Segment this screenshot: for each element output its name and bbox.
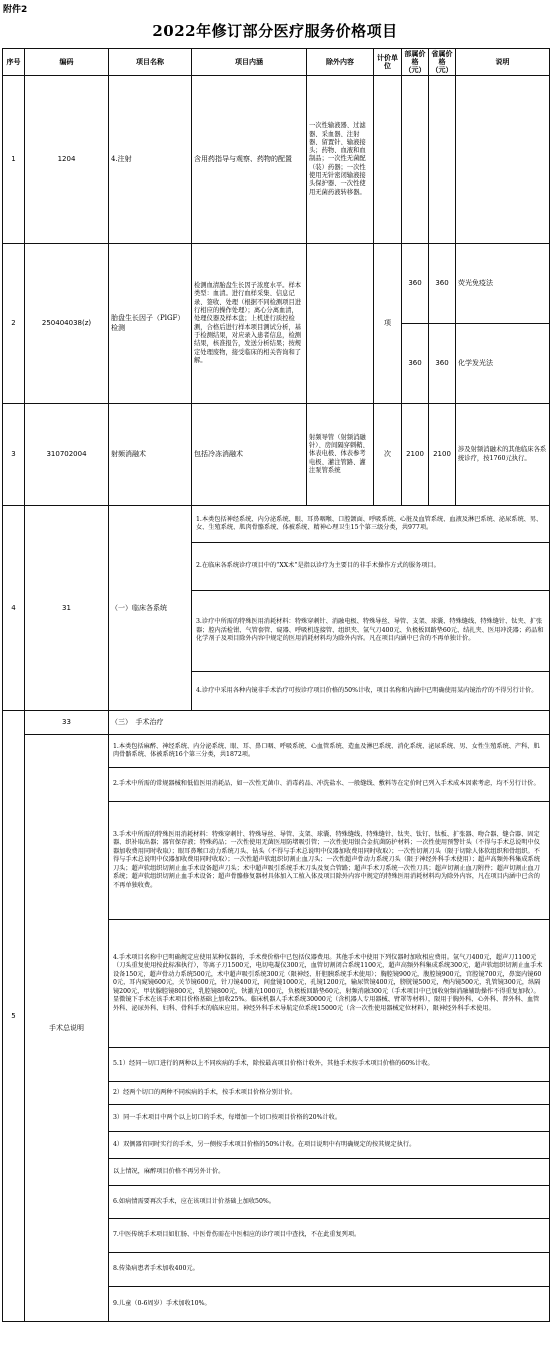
row3-seq: 3	[3, 404, 25, 506]
row1-seq: 1	[3, 76, 25, 244]
table-row	[3, 404, 550, 506]
document-title: 2022年修订部分医疗服务价格项目	[152, 22, 398, 40]
row1-prov	[429, 76, 456, 244]
row1-code: 1204	[25, 76, 109, 244]
row1-name: 4.注射	[109, 76, 192, 244]
header-seq: 序号	[3, 49, 25, 76]
row4-note-1: 1.本类包括神经系统、内分泌系统、眼、耳鼻咽喉、口腔颌面、呼吸系统、心脏及血管系统、血液及淋巴系统、泌尿系统、男、女、生殖系统、肌肉骨骼系统、体被系统、精神心理卫生15个第三级分类，共977项。	[192, 506, 550, 543]
row5-seq: 5	[3, 711, 25, 1322]
row4-note-2: 2.在临床各系统诊疗项目中的“XX术”是指以诊疗为主要目的非手术操作方式的服务项目。	[192, 543, 550, 591]
row5-name: 手术总说明	[25, 735, 109, 1322]
row1-remark	[456, 76, 550, 244]
header-code: 编码	[25, 49, 109, 76]
row5-note-5-2: 2）经两个切口的两种不同疾病的手术，按手术项目价格分别计价。	[109, 1082, 550, 1105]
row5-note-8: 8.传染病患者手术加收400元。	[109, 1253, 550, 1287]
header-unit: 计价单位	[374, 49, 402, 76]
row2a-dept: 360	[402, 244, 429, 324]
row2a-remark: 荧光免疫法	[456, 244, 550, 324]
row5-code: 33	[25, 711, 109, 735]
price-table	[2, 48, 550, 1322]
row2b-remark: 化学发光法	[456, 324, 550, 404]
row2-name: 胎盘生长因子（PlGF）检测	[109, 244, 192, 404]
row5-note-3: 3.手术中所需的特殊医用消耗材料：特殊穿刺针、特殊导丝、导管、支架、球囊、特殊缝线、特殊缝针、钛夹、钛钉、钛板、扩张器、吻合器、缝合器、固定器、织补取出器；器官保存液；特殊药品；一次性使用无菌医用防堵吸引管；一次性使用银合金抗菌防护材料；一次性使用预警针头（不得与手术总说明中仪器加收费用同时收取）；眼耳鼻喉口动力系统刀头、钻头（不得与手术总说明中仪器加收费用同时收取）；一次性切割刀头（限于切除人体软组织和骨组织。不得与手术总说明中仪器加收费用同时收取）；一次性超声软组织切割止血刀头；一次性超声骨动力系统刀头（限于神经外科手术使用）；超声高频外科集成系统刀头；超声软组织切割止血手术设备超声刀头；术中超声吸引系统手术刀头及复合管路；超声手术刀系统一次性刀具；超声切割止血刀附件；超声切割止血刀系统；超声软组织切割止血手术设备；超声骨骼修复器材具体加入工植入体及项目除外内容中规定的特殊医用消耗材料均为除外内容，凡在项目内涵中已含的不再单独收费。	[109, 802, 550, 920]
table-row	[3, 506, 550, 543]
header-remark: 说明	[456, 49, 550, 76]
row2a-prov: 360	[429, 244, 456, 324]
row1-content: 含用药指导与观察、药物的配置	[192, 76, 307, 244]
row2-except	[307, 244, 374, 404]
row3-prov: 2100	[429, 404, 456, 506]
header-content: 项目内涵	[192, 49, 307, 76]
table-row	[3, 76, 550, 244]
row5-note-5-4: 4）双侧器官同时实行的手术，另一侧按手术项目价格的50%计收。在项目说明中有明确规定的按其规定执行。	[109, 1132, 550, 1159]
row3-except: 射频导管（射频消融针）、房间隔穿刺鞘、体表电极、体表参考电极、灌注管路、灌注泵管系统	[307, 404, 374, 506]
row1-dept	[402, 76, 429, 244]
row2b-dept: 360	[402, 324, 429, 404]
attachment-label: 附件2	[3, 5, 28, 15]
row4-code: 31	[25, 506, 109, 711]
row1-unit	[374, 76, 402, 244]
row5-note-4: 4.手术项目名称中已明确规定应使用某种仪器的，手术费价格中已包括仪器费用。其他手术中使用下列仪器时加收相应费用。氩气刀400元，超声刀1100元（刀头重复使用按此标准执行），等离子刀1500元，电切电凝仪300元，血管切割闭合系统1100元，超声高频外科集成系统300元，超声软组织切割止血手术设备150元，超声骨动力系统500元，术中超声吸引系统300元（限神经、肝胆胰系统手术使用）；胸腔镜900元，腹腔镜900元，宫腔镜700元，鼻窦内镜600元，耳内窥镜600元，关节镜600元，针刀镜400元，间盘镜1000元，孔镜1200元，输尿管镜400元，膀胱镜500元，颅内镜500元，乳管镜300元，纵隔镜200元，甲状腺腔镜800元，乳腔镜800元，钬激光1000元，负极板回路垫60元，射频消融300元（手术项目中已加收射频消融辅助操作不得重复加收）。显微镜下手术在该手术项目价格基础上加收25%。临床机器人手术系统30000元（含机器人专用器械、臂罩等材料），限用于胸外科、心外科、普外科、血管外科、泌尿外科、妇科、骨科手术的临床应用。神经外科手术导航定位系统15000元（含一次性使用器械定位材料），限神经外科手术使用。	[109, 920, 550, 1048]
row1-except: 一次性输液器、过滤器、采血器、注射器、留置针、输液接头；药物、血液和血制品；一次性无菌配（装）药器；一次性使用无针密闭输液接头保护器、一次性使用无菌药液转移器。	[307, 76, 374, 244]
row5-note-5-1: 5.1）经同一切口进行的两种以上不同疾病的手术，除按最高项目价格计收外，其他手术按手术项目价格的60%计收。	[109, 1048, 550, 1082]
table-row	[3, 711, 550, 735]
row4-note-3: 3.诊疗中所需的特殊医用消耗材料：特殊穿刺针、消融电极、特殊导丝、导管、支架、球囊、特殊缝线、特殊缝针、钛夹、扩张器；腔内活检钳、气管套管、窥器、呼吸机连接管、组织夹、氩气刀400元、负极板回路垫60元、结扎夹、医用冲洗器；药品和化学剂子及项目除外内容中规定的医用消耗材料均为除外内容。凡在项目内涵中已含的不再单独计价。	[192, 591, 550, 672]
table-row	[3, 735, 550, 768]
row4-name: （一）临床各系统	[109, 506, 192, 711]
row5-note-9: 9.儿童（0-6周岁）手术加收10%。	[109, 1287, 550, 1322]
row3-unit: 次	[374, 404, 402, 506]
row3-dept: 2100	[402, 404, 429, 506]
header-name: 项目名称	[109, 49, 192, 76]
table-row	[3, 244, 550, 324]
row5-note-7: 7.中医传统手术项目如肛肠、中医骨伤需在中医相应的诊疗项目中查找，不在此重复列项。	[109, 1219, 550, 1253]
row3-name: 射频消融术	[109, 404, 192, 506]
row5-note-6: 6.如病情需要再次手术，应在该项目计价基础上加收50%。	[109, 1186, 550, 1219]
row2-seq: 2	[3, 244, 25, 404]
header-dept-price: 部属价格（元）	[402, 49, 429, 76]
row4-seq: 4	[3, 506, 25, 711]
row5-note-5-3: 3）同一手术项目中两个以上切口的手术，每增加一个切口按项目价格的20%计收。	[109, 1105, 550, 1132]
row2-unit: 项	[374, 244, 402, 404]
row5-section-title: （三） 手术治疗	[109, 711, 550, 735]
header-row	[3, 49, 550, 76]
row5-note-2: 2.手术中所需的常规器械和低值医用消耗品，如一次性无菌巾、消毒药品、冲洗盐水、一般缝线、敷料等在定价时已列入手术成本因素考虑，均不另行计价。	[109, 768, 550, 802]
row3-content: 包括冷冻消融术	[192, 404, 307, 506]
row3-remark: 涉及射频消融术的其他临床各系统诊疗，按1760元执行。	[456, 404, 550, 506]
row4-note-4: 4.诊疗中采用各种内镜非手术治疗可按诊疗项目价格的50%计收，项目名称和内涵中已明确使用某内镜治疗的不得另行计价。	[192, 672, 550, 711]
row2-content: 检测血清胎盘生长因子浓度水平。样本类型：血清。进行血样采集、信息记录、签收、处理（根据不同检测项目进行相应的操作处理）；离心分离血清，处理仪器及样本盘；上机进行质控检测，合格后进行样本项目测试分析，基于检测结果，对应录入患者信息，检测结果，核准报告，发送分析结果；按规定处理废物，接受临床的相关咨询和了解。	[192, 244, 307, 404]
row3-code: 310702004	[25, 404, 109, 506]
row2b-prov: 360	[429, 324, 456, 404]
row5-note-1: 1.本类包括麻醉、神经系统、内分泌系统、眼、耳、鼻口咽、呼吸系统、心血管系统、造血及淋巴系统、消化系统、泌尿系统、男、女性生殖系统、产科、肌肉骨骼系统、体被系统16个第三分类，共1872项。	[109, 735, 550, 768]
row2-code: 250404038(z)	[25, 244, 109, 404]
header-except: 除外内容	[307, 49, 374, 76]
header-prov-price: 省属价格（元）	[429, 49, 456, 76]
row5-note-5-5: 以上情况，麻醉项目价格不再另外计价。	[109, 1159, 550, 1186]
